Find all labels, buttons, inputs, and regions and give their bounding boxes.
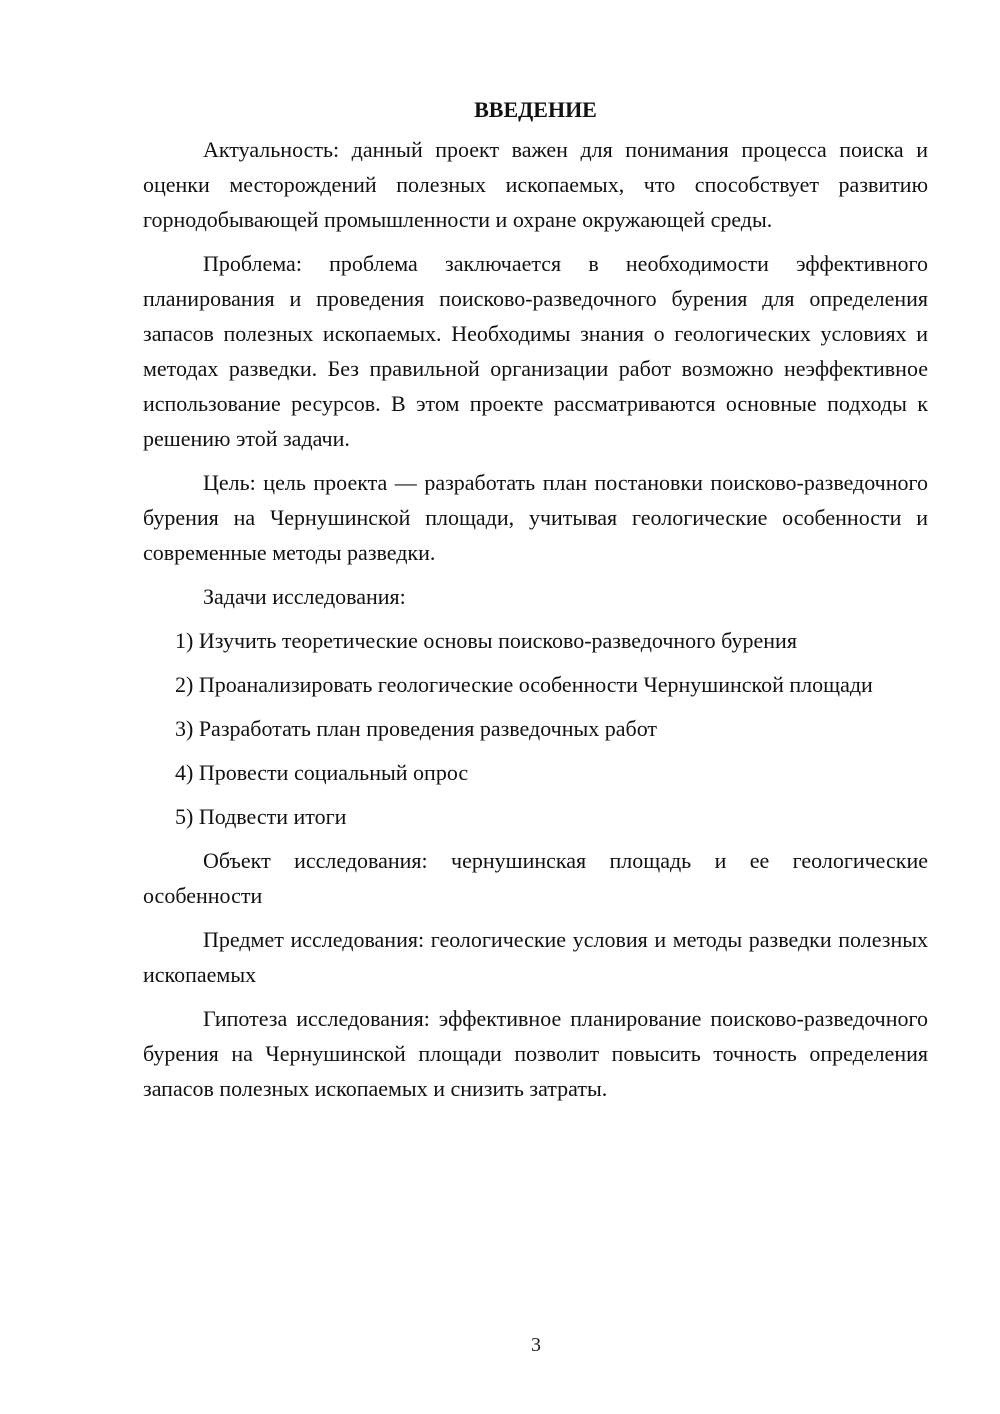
paragraph-relevance: Актуальность: данный проект важен для понимания процесса поиска и оценки месторождений полезных ископаемых, что способствует развитию горнодобывающей промышленности и охране окружающей среды. <box>143 137 928 232</box>
list-item: 1) Изучить теоретические основы поисково-разведочного бурения <box>175 628 797 653</box>
paragraph-goal: Цель: цель проекта — разработать план постановки поисково-разведочного бурения на Чернушинской площади, учитывая геологические особенности и современные методы разведки. <box>143 470 928 565</box>
list-item: 4) Провести социальный опрос <box>175 760 469 785</box>
paragraph-object: Объект исследования: чернушинская площадь и ее геологические особенности <box>143 848 928 908</box>
page-number: 3 <box>531 1334 541 1356</box>
paragraph-problem: Проблема: проблема заключается в необходимости эффективного планирования и проведения поисково-разведочного бурения для определения запасов полезных ископаемых. Необходимы знания о геологических условиях и методах разведки. Без правильной организации работ возможно неэффективное использование ресурсов. В этом проекте рассматриваются основные подходы к решению этой задачи. <box>143 251 928 451</box>
page-body <box>143 88 928 1115</box>
page-title: ВВЕДЕНИЕ <box>474 97 597 122</box>
list-item: 3) Разработать план проведения разведочных работ <box>175 716 658 741</box>
paragraph-hypothesis: Гипотеза исследования: эффективное планирование поисково-разведочного бурения на Чернушинской площади позволит повысить точность определения запасов полезных ископаемых и снизить затраты. <box>143 1006 928 1101</box>
list-item: 2) Проанализировать геологические особенности Чернушинской площади <box>175 672 873 697</box>
paragraph-subject: Предмет исследования: геологические условия и методы разведки полезных ископаемых <box>143 927 928 987</box>
paragraph-tasks-heading: Задачи исследования: <box>203 584 406 609</box>
list-item: 5) Подвести итоги <box>175 804 347 829</box>
